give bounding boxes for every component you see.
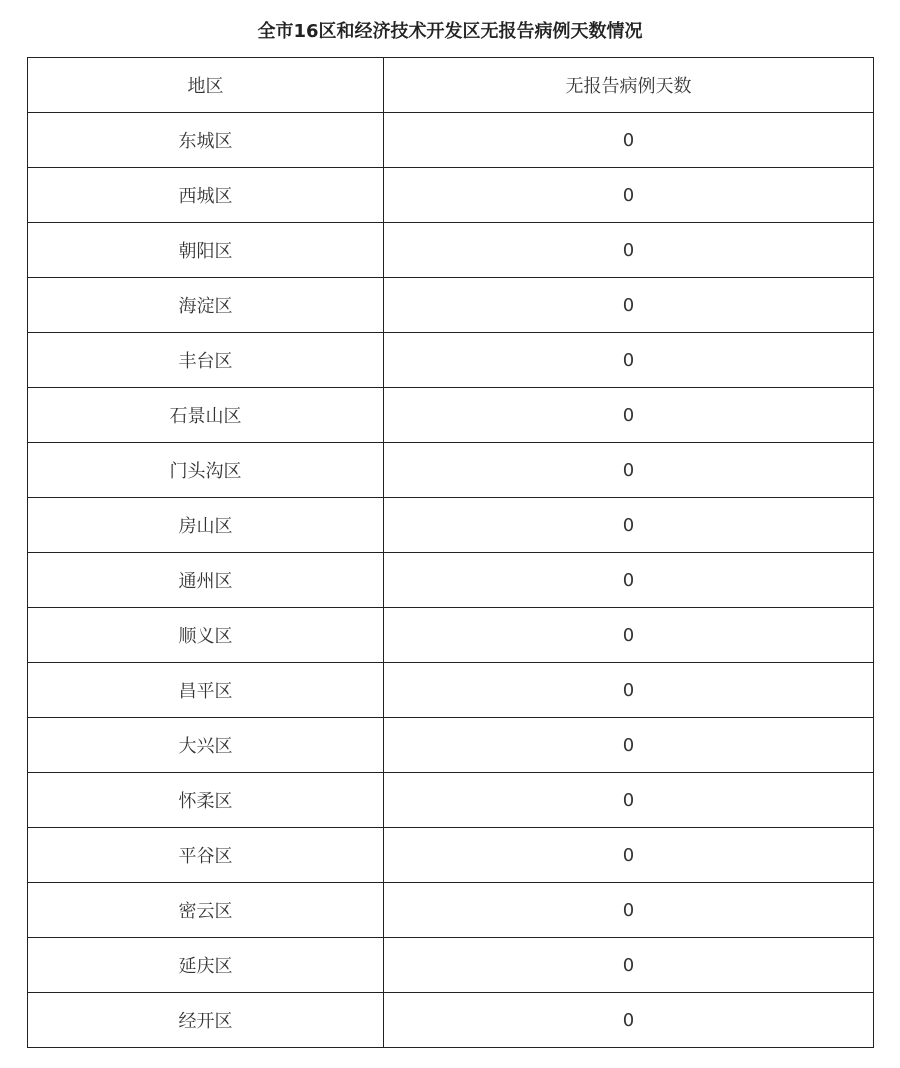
header-days: 无报告病例天数 (384, 58, 874, 113)
table-header (28, 58, 874, 113)
days-cell: 0 (384, 333, 874, 388)
days-cell: 0 (384, 278, 874, 333)
district-cell: 平谷区 (28, 828, 384, 883)
header-row (28, 58, 874, 113)
days-cell: 0 (384, 553, 874, 608)
table-row (28, 168, 874, 223)
district-cell: 大兴区 (28, 718, 384, 773)
days-cell: 0 (384, 498, 874, 553)
days-cell: 0 (384, 663, 874, 718)
table-row (28, 388, 874, 443)
table-row (28, 278, 874, 333)
days-cell: 0 (384, 388, 874, 443)
district-cell: 朝阳区 (28, 223, 384, 278)
table-row (28, 828, 874, 883)
table-row (28, 773, 874, 828)
header-district: 地区 (28, 58, 384, 113)
table-row (28, 993, 874, 1048)
table-title: 全市16区和经济技术开发区无报告病例天数情况 (257, 21, 643, 42)
district-cell: 丰台区 (28, 333, 384, 388)
table-row (28, 223, 874, 278)
district-cell: 密云区 (28, 883, 384, 938)
table-row (28, 113, 874, 168)
table-row (28, 333, 874, 388)
days-cell: 0 (384, 828, 874, 883)
table-row (28, 718, 874, 773)
days-cell: 0 (384, 773, 874, 828)
district-cell: 海淀区 (28, 278, 384, 333)
days-cell: 0 (384, 608, 874, 663)
days-cell: 0 (384, 223, 874, 278)
table-row (28, 608, 874, 663)
days-cell: 0 (384, 443, 874, 498)
days-cell: 0 (384, 113, 874, 168)
table-row (28, 663, 874, 718)
table-row (28, 883, 874, 938)
district-cell: 门头沟区 (28, 443, 384, 498)
district-cell: 顺义区 (28, 608, 384, 663)
district-cell: 东城区 (28, 113, 384, 168)
table-row (28, 938, 874, 993)
district-cell: 通州区 (28, 553, 384, 608)
district-cell: 昌平区 (28, 663, 384, 718)
district-cell: 怀柔区 (28, 773, 384, 828)
district-cell: 房山区 (28, 498, 384, 553)
district-table (27, 57, 874, 1048)
district-cell: 延庆区 (28, 938, 384, 993)
days-cell: 0 (384, 718, 874, 773)
days-cell: 0 (384, 938, 874, 993)
days-cell: 0 (384, 993, 874, 1048)
table-row (28, 553, 874, 608)
district-cell: 西城区 (28, 168, 384, 223)
district-cell: 石景山区 (28, 388, 384, 443)
days-cell: 0 (384, 883, 874, 938)
days-cell: 0 (384, 168, 874, 223)
table-body (28, 113, 874, 1048)
table-row (28, 498, 874, 553)
table-row (28, 443, 874, 498)
district-cell: 经开区 (28, 993, 384, 1048)
